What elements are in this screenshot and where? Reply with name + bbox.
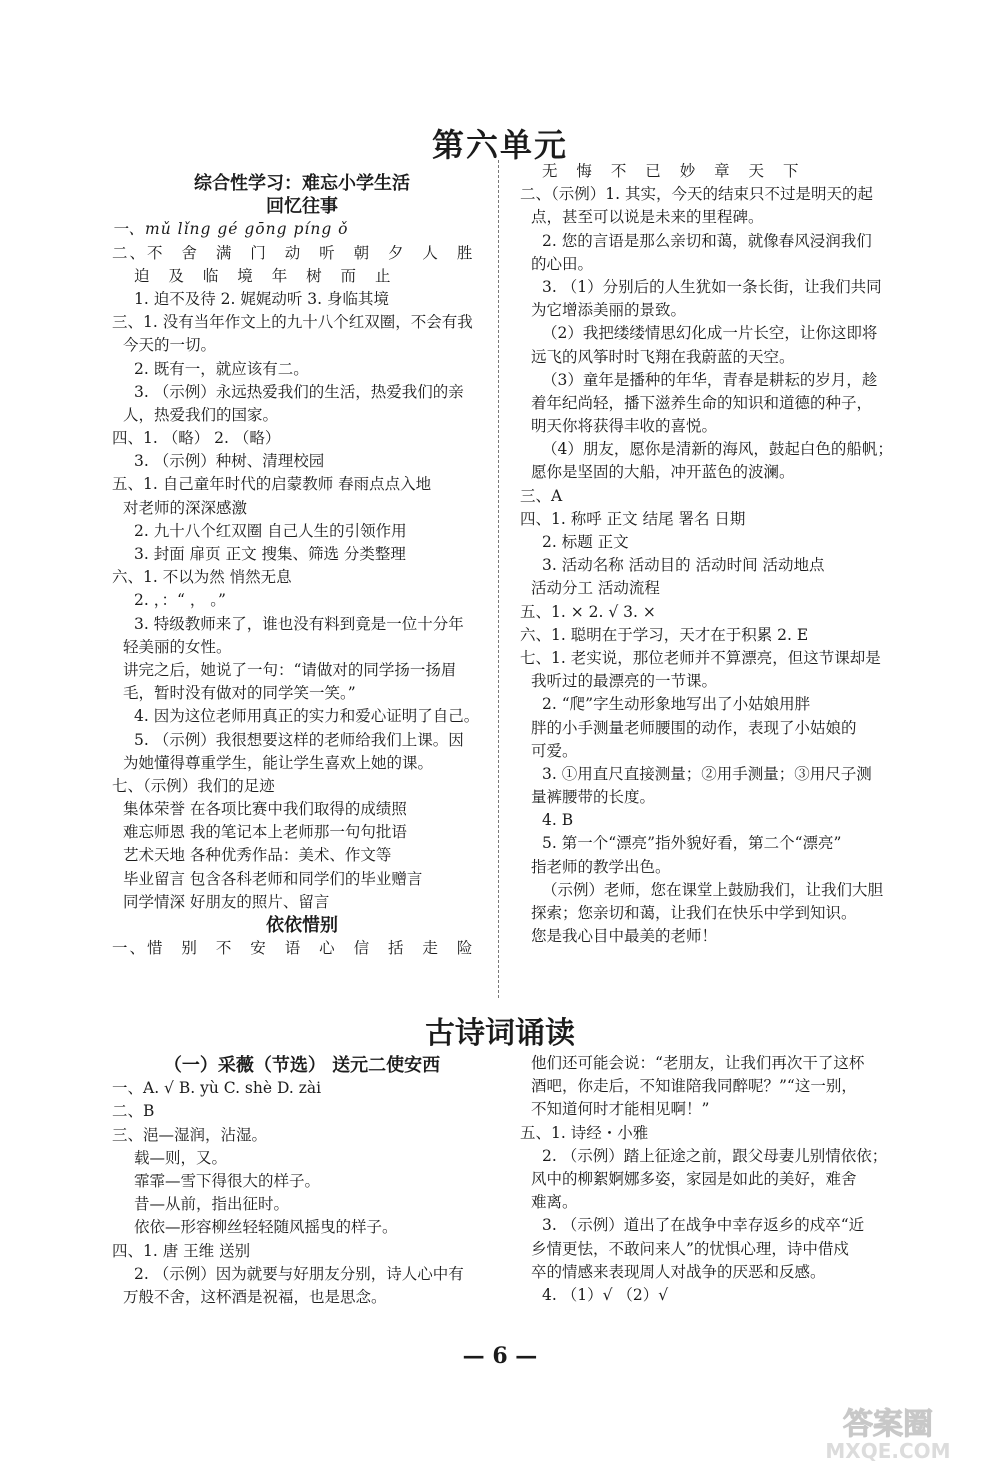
- text-line: 一、A. √ B. yù C. shè D. zài: [112, 1079, 322, 1098]
- text-line: （2）我把缕缕情思幻化成一片长空，让你这即将: [542, 324, 878, 343]
- text-line: 的心田。: [531, 254, 594, 273]
- text-line: 同学情深 好朋友的照片、留言: [123, 892, 330, 911]
- text-line: 3. （示例）种树、清理校园: [134, 452, 325, 471]
- text-line: 对老师的深深感激: [123, 498, 248, 517]
- section-title: 综合性学习：难忘小学生活: [194, 173, 410, 194]
- text-line: 霏霏—雪下得很大的样子。: [134, 1171, 321, 1190]
- text-line: 4. （1）√ （2）√: [542, 1285, 669, 1304]
- poetry-section-title: 古诗词诵读: [425, 1016, 575, 1051]
- page-number: — 6 —: [462, 1343, 538, 1369]
- text-line: 2. 您的言语是那么亲切和蔼，就像春风浸润我们: [542, 231, 872, 250]
- unit-title: 第六单元: [431, 126, 568, 164]
- text-line: 三、浥—湿润，沾湿。: [112, 1125, 268, 1144]
- text-line: 着年纪尚轻，播下滋养生命的知识和道德的种子，: [531, 393, 873, 412]
- text-line: 载—则，又。: [134, 1148, 228, 1167]
- text-line: 一、惜 别 不 安 语 心 信 括 走 险: [112, 939, 475, 958]
- text-line: 一、mǔ lǐng gé gōng píng ǒ: [112, 220, 349, 239]
- text-line: 依依惜别: [266, 915, 338, 936]
- right-column-2: [520, 1052, 915, 1307]
- text-line: 不知道何时才能相见啊！”: [531, 1100, 710, 1119]
- text-line: 可爱。: [531, 741, 578, 760]
- text-line: 二、不 舍 满 门 动 听 朝 夕 人 胜: [112, 243, 475, 262]
- text-line: 五、1. 诗经・小雅: [520, 1123, 649, 1142]
- left-column-2: [112, 1054, 492, 1309]
- text-line: 四、1. （略） 2. （略）: [112, 429, 281, 448]
- text-line: （4）朋友，愿你是清新的海风，鼓起白色的船帆；: [542, 440, 893, 459]
- text-line: 2. ，：“ ， 。”: [134, 591, 226, 610]
- text-line: 七、1. 老实说，那位老师并不算漂亮，但这节课却是: [520, 648, 881, 667]
- text-line: 风中的柳絮婀娜多姿，家园是如此的美好，难舍: [531, 1169, 857, 1188]
- left-column: [112, 172, 492, 960]
- text-line: 六、1. 不以为然 悄然无息: [112, 568, 292, 587]
- text-line: 毛，暂时没有做对的同学笑一笑。”: [123, 684, 356, 703]
- text-line: 2. （示例）踏上征途之前，跟父母妻儿别情依依；: [542, 1146, 888, 1165]
- text-line: 卒的情感来表现周人对战争的厌恶和反感。: [531, 1262, 826, 1281]
- text-line: 毕业留言 包含各科老师和同学们的毕业赠言: [123, 869, 423, 888]
- text-line: 3. 封面 扉页 正文 搜集、筛选 分类整理: [134, 545, 406, 563]
- text-line: 难忘师恩 我的笔记本上老师那一句句批语: [123, 823, 407, 842]
- text-line: 迫 及 临 境 年 树 而 止: [134, 266, 393, 285]
- text-line: （一）采薇（节选） 送元二使安西: [163, 1055, 441, 1076]
- text-line: 3. 特级教师来了，谁也没有料到竟是一位十分年: [134, 614, 464, 633]
- text-line: 3. （示例）道出了在战争中幸存返乡的戍卒“近: [542, 1216, 865, 1235]
- text-line: 2. 九十八个红双圈 自己人生的引领作用: [134, 521, 407, 540]
- text-line: 4. 因为这位老师用真正的实力和爱心证明了自己。: [134, 707, 480, 726]
- text-line: 点，甚至可以说是未来的里程碑。: [531, 208, 764, 227]
- text-line: 二、B: [112, 1102, 155, 1121]
- text-line: 3. （1）分别后的人生犹如一条长街，让我们共同: [542, 277, 882, 296]
- watermark-bottom: MXQE.COM: [825, 1439, 951, 1463]
- text-line: 三、A: [520, 486, 563, 505]
- text-line: 二、（示例）1. 其实，今天的结束只不过是明天的起: [520, 185, 873, 204]
- text-line: 他们还可能会说：“老朋友，让我们再次干了这杯: [531, 1054, 865, 1072]
- text-line: 为它增添美丽的景致。: [531, 301, 687, 320]
- text-line: 愿你是坚固的大船，冲开蓝色的波澜。: [531, 463, 795, 482]
- text-line: 2. 标题 正文: [542, 533, 629, 551]
- text-line: 今天的一切。: [123, 336, 217, 355]
- text-line: （3）童年是播种的年华，青春是耕耘的岁月，趁: [542, 370, 878, 389]
- left-column-2-lines: [112, 1054, 492, 1309]
- text-line: 我听过的最漂亮的一节课。: [531, 672, 718, 691]
- text-line: 2. （示例）因为就要与好朋友分别，诗人心中有: [134, 1264, 464, 1283]
- text-line: 远飞的风筝时时飞翔在我蔚蓝的天空。: [531, 347, 795, 366]
- watermark-logo: [788, 1400, 988, 1464]
- column-divider: [498, 160, 499, 998]
- text-line: 5. 第一个“漂亮”指外貌好看，第二个“漂亮”: [542, 834, 842, 853]
- text-line: 无 悔 不 已 妙 章 天 下: [542, 162, 801, 180]
- text-line: （示例）老师，您在课堂上鼓励我们，让我们大胆: [542, 880, 884, 899]
- right-column-2-lines: [520, 1052, 915, 1307]
- watermark-top: 答案圈: [843, 1407, 933, 1442]
- text-line: 5. （示例）我很想要这样的老师给我们上课。因: [134, 730, 464, 749]
- text-line: 轻美丽的女性。: [123, 637, 232, 656]
- text-line: 胖的小手测量老师腰围的动作，表现了小姑娘的: [531, 718, 857, 737]
- text-line: 昔—从前，指出征时。: [134, 1195, 290, 1214]
- left-column-lines: [112, 195, 492, 960]
- text-line: 活动分工 活动流程: [531, 579, 660, 598]
- text-line: 量裤腰带的长度。: [531, 788, 656, 807]
- text-line: 4. B: [542, 811, 574, 830]
- text-line: 探索；您亲切和蔼，让我们在快乐中学到知识。: [531, 904, 857, 922]
- text-line: 2. 既有一，就应该有二。: [134, 359, 309, 378]
- text-line: 依依—形容柳丝轻轻随风摇曳的样子。: [134, 1218, 398, 1237]
- text-line: 五、1. × 2. √ 3. ×: [520, 602, 656, 621]
- text-line: 三、1. 没有当年作文上的九十八个红双圈，不会有我: [112, 313, 473, 332]
- text-line: 七、（示例）我们的足迹: [112, 776, 275, 795]
- text-line: 五、1. 自己童年时代的启蒙教师 春雨点点入地: [112, 475, 432, 494]
- text-line: 3. ①用直尺直接测量；②用手测量；③用尺子测: [542, 764, 872, 783]
- text-line: 3. 活动名称 活动目的 活动时间 活动地点: [542, 556, 825, 575]
- text-line: 乡情更怯，不敢问来人”的忧惧心理，诗中借戍: [531, 1239, 849, 1258]
- right-column: [520, 160, 915, 948]
- text-line: 艺术天地 各种优秀作品：美术、作文等: [123, 846, 392, 865]
- text-line: 酒吧，你走后，不知谁陪我同醉呢？”“这一别，: [531, 1077, 857, 1096]
- text-line: 万般不舍，这杯酒是祝福，也是思念。: [123, 1287, 387, 1306]
- text-line: 您是我心目中最美的老师！: [531, 927, 718, 946]
- text-line: 3. （示例）永远热爱我们的生活，热爱我们的亲: [134, 382, 464, 401]
- text-line: 为她懂得尊重学生，能让学生喜欢上她的课。: [123, 753, 434, 772]
- text-line: 2. “爬”字生动形象地写出了小姑娘用胖: [542, 695, 811, 714]
- text-line: 回忆往事: [266, 196, 338, 218]
- text-line: 难离。: [531, 1193, 578, 1212]
- text-line: 六、1. 聪明在于学习，天才在于积累 2. E: [520, 625, 809, 644]
- text-line: 四、1. 称呼 正文 结尾 署名 日期: [520, 509, 746, 528]
- text-line: 1. 迫不及待 2. 娓娓动听 3. 身临其境: [134, 289, 390, 308]
- text-line: 明天你将获得丰收的喜悦。: [531, 417, 718, 436]
- text-line: 四、1. 唐 王维 送别: [112, 1241, 251, 1260]
- text-line: 人，热爱我们的国家。: [123, 405, 279, 424]
- right-column-lines: [520, 160, 915, 948]
- text-line: 指老师的教学出色。: [531, 857, 671, 876]
- text-line: 集体荣誉 在各项比赛中我们取得的成绩照: [123, 800, 407, 819]
- text-line: 讲完之后，她说了一句：“请做对的同学扬一扬眉: [123, 660, 457, 679]
